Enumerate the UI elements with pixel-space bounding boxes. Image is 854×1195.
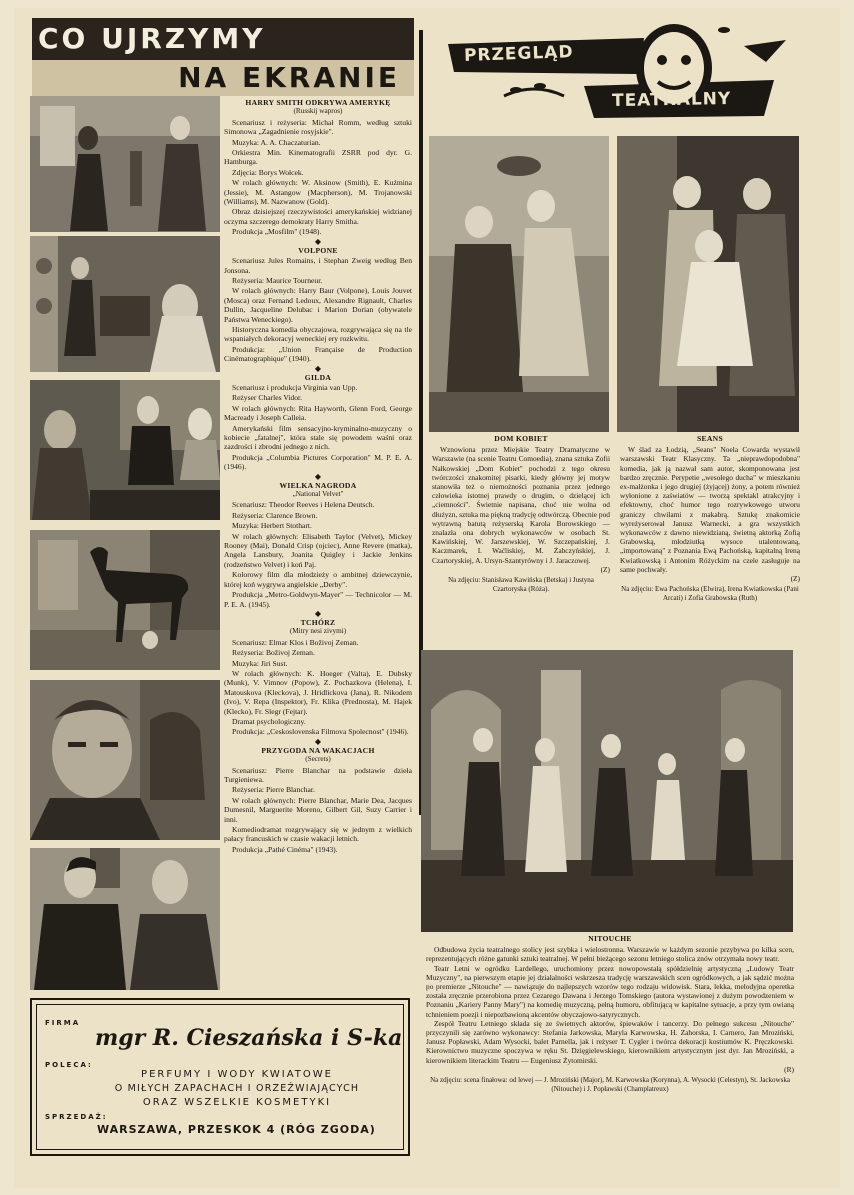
film-still-wielka-nagroda bbox=[30, 530, 220, 670]
film-paragraph: Reżyseria: Maurice Tourneur. bbox=[232, 275, 323, 285]
seans-article bbox=[620, 434, 800, 644]
diamond-separator: ◆ bbox=[314, 608, 322, 618]
film-paragraph: Scenariusz: Elmar Klos i Boživoj Zeman. bbox=[232, 637, 359, 647]
diamond-separator: ◆ bbox=[314, 471, 322, 481]
film-paragraph: W rolach głównych: W. Aksinow (Smith), E. Kuźmina (Jessie), M. Astangow (Macpherson), M. Trojanowski (Williams), M. Nazwanow (Gold). bbox=[224, 178, 412, 207]
film-paragraph: Orkiestra Min. Kinematografii ZSRR pod dyr. G. Hamburga. bbox=[224, 148, 412, 167]
ad-company-name: mgr R. Cieszańska i S-ka bbox=[95, 1025, 403, 1051]
film-paragraph: Dramat psychologiczny. bbox=[232, 716, 306, 726]
film-title: VOLPONE bbox=[298, 245, 338, 255]
film-paragraph: Komediodramat rozgrywający się w jednym z wielkich pałacy francuskich w czasie wakacji letnich. bbox=[224, 825, 412, 844]
film-entry-tchorz bbox=[224, 618, 412, 737]
seans-text: W ślad za Łodzią, „Seans" Noela Cowarda wystawił warszawski Teatr Klasyczny. Ta „nieprawdopodobna" komedia, jak ją nazwał sam autor, skomponowana jest bardzo zręcznie. Perypetie „wesołego ducha" w mieszkaniu ex-małżonka i jego drugiej (żyjącej) żony, a potem również wyłonione z zaświatów — tworzą spektakl atrakcyjny i efektowny, choć humor tego rozrywkowego utworu graniczy chwilami z makabrą. Sztukę znakomicie wyreżyserował Janusz Warnecki, a gra wszystkich wykonawców z dawno niewidzianą, świetną aktorką Zofią Grabowską, młodziutką wysoce utalentowaną, „importowaną" z Poznania Ewą Pachońską, kapitalną Ireną Kwiatkowską i Antonim Różyckim na czele zasługuje na same pochwały. bbox=[620, 445, 800, 574]
ad-address: WARSZAWA, PRZESKOK 4 (RÓG ZGODA) bbox=[97, 1123, 376, 1136]
film-entry-volpone bbox=[224, 246, 412, 364]
film-paragraph: W rolach głównych: K. Hoeger (Valta), E. Dubsky (Munk), V. Vimnov (Popow), Z. Pochazkova (Helena), I. Matouskova (Kleckova), J. Hridlickova (Jana), R. Nikodem (Ivo), V. Repa (Inspektor), Fr. Klika (Prednosta), M. Hajek (Klecko), Fr. Slegr (Fejtar). bbox=[224, 668, 412, 716]
nitouche-sign: (R) bbox=[784, 1064, 794, 1074]
film-title: GILDA bbox=[304, 372, 332, 382]
film-subtitle: „National Velvet" bbox=[292, 490, 344, 499]
film-still-tchorz bbox=[30, 680, 220, 840]
film-paragraph: Reżyser Charles Vidor. bbox=[232, 393, 303, 403]
dom-kobiet-photo-note: Na zdjęciu: Stanisława Kawińska (Betska) i Justyna Czartoryska (Róża). bbox=[448, 576, 594, 593]
film-paragraph: Scenariusz i produkcja Virginia van Upp. bbox=[232, 382, 358, 392]
ad-line-1: PERFUMY I WODY KWIATOWE bbox=[141, 1069, 333, 1080]
photo-seans bbox=[617, 136, 799, 432]
film-paragraph: Scenariusz Jules Romains, i Stephan Zweig według Ben Jonsona. bbox=[224, 256, 412, 275]
seans-caption: SEANS bbox=[697, 434, 723, 443]
film-paragraph: Muzyka: A. A. Chaczaturian. bbox=[232, 137, 321, 147]
film-still-harry-smith bbox=[30, 96, 220, 232]
nitouche-paragraph: Teatr Letni w ogródku Lardellego, uruchomiony przez nowopowstałą spółdzielnię artystyczną „Ludowy Teatr Muzyczny", na pierwszym etapie jej działalności wskrzesza tradycję warszawskich scen ogródkowych, a jak sądzić można po premierze „Nitouche" — nawiązuje do najlepszych wzorów tego rodzaju widowisk. Stara, lekka, melodyjna operetka została zręcznie przerobiona przez Cezarego Dawana i Jerzego Tomskiego (autora wystawionej z dużym powodzeniem w Poznaniu „Kariery Panny Mary") na komedię muzyczną, pełną humoru, obfitującą w kapitalne sytuacje, a przy tym owianą tchnieniem poezji i niepozbawioną akcentów obyczajowo-satyrycznych. bbox=[426, 963, 794, 1019]
nitouche-article bbox=[426, 934, 794, 1170]
film-still-volpone bbox=[30, 236, 220, 372]
left-header bbox=[32, 18, 414, 96]
diamond-separator: ◆ bbox=[314, 236, 322, 246]
film-paragraph: Historyczna komedia obyczajowa, rozgrywająca się na tle wspaniałych dekoracyj weneckiej ery rozkwitu. bbox=[224, 324, 412, 344]
film-paragraph: Muzyka: Jiri Sust. bbox=[232, 658, 288, 668]
film-paragraph: Produkcja: „Ceskoslovenska Filmova Spolecnost" (1946). bbox=[232, 727, 409, 737]
film-still-gilda bbox=[30, 380, 220, 520]
film-paragraph: Scenariusz: Pierre Blanchar na podstawie dzieła Turgieniewa. bbox=[224, 765, 412, 784]
diamond-separator: ◆ bbox=[314, 363, 322, 373]
magazine-page bbox=[14, 8, 840, 1188]
film-paragraph: Produkcja „Mosfilm" (1948). bbox=[232, 227, 322, 237]
banner-word-teatralny: TEATRALNY bbox=[611, 88, 732, 112]
film-entry-wielka-nagroda bbox=[224, 481, 412, 609]
ad-label-sales: SPRZEDAŻ: bbox=[45, 1113, 108, 1121]
film-paragraph: Produkcja „Pathé Cinéma" (1943). bbox=[232, 844, 338, 854]
film-listings bbox=[224, 98, 412, 993]
header-line-1: CO UJRZYMY bbox=[38, 22, 266, 55]
header-line-2: NA EKRANIE bbox=[32, 60, 414, 96]
nitouche-paragraph: Zespół Teatru Letniego składa się ze świetnych aktorów, śpiewaków i tancerzy. Do pełnego sukcesu „Nitouche" przyczynili się zarówno wykonawcy: Stefania Jarkowska, Maryla Karwowska, H. Zahorska, I. Carnero, Jan Mroziński, Janusz Popławski, Adam Wysocki, balet Parnella, jak i reżyser T. Cygler i twórca dekoracji kostiumów K. Pręczkowski. Kierownictwo muzyczne spoczywa w ręku St. Dzięgielewskiego, kierownikiem artystycznym jest dyr. Jan Mroziński, a kierownikiem literackim Teatru — Eugeniusz Żytomirski. bbox=[426, 1018, 794, 1065]
theatre-banner bbox=[444, 16, 789, 126]
film-paragraph: Amerykański film sensacyjno-kryminalno-muzyczny o kobiecie „fatalnej", która stale się powodem waśni oraz zazdrości i zbrodni jednego z nich. bbox=[224, 423, 412, 452]
ad-line-2: O MIŁYCH ZAPACHACH I ORZEŹWIAJĄCYCH bbox=[114, 1083, 360, 1094]
perfume-advertisement bbox=[30, 998, 410, 1156]
ad-frame bbox=[36, 1004, 404, 1150]
dom-kobiet-caption: DOM KOBIET bbox=[494, 434, 548, 443]
film-entry-harry-smith bbox=[224, 98, 412, 237]
film-paragraph: Produkcja „Columbia Pictures Corporation" M. P. E. A. (1946). bbox=[224, 452, 412, 472]
nitouche-paragraph: Odbudowa życia teatralnego stolicy jest szybka i wielostronna. Warszawie w każdym sezonie przybywa po kilka scen, reprezentujących różne gatunki sztuki teatralnej. W pełni bieżącego sezonu letniego stolica znów otrzymała nowy teatr. bbox=[426, 945, 794, 964]
film-paragraph: Kolorowy film dla młodzieży o ambitnej dziewczynie, której koń wygrywa angielskie „Derby". bbox=[224, 570, 412, 589]
seans-sign: (Z) bbox=[790, 574, 800, 584]
film-title: TCHÓRZ bbox=[300, 617, 336, 627]
seans-photo-note: Na zdjęciu: Ewa Pachońska (Elwira), Irena Kwiatkowska (Pani Arcati) i Zofia Grabowska (Ruth) bbox=[621, 585, 799, 602]
film-paragraph: W rolach głównych: Elisabeth Taylor (Velvet), Mickey Rooney (Mai), Donald Crisp (ojciec), Anne Revere (matka), Angela Lansbury, Joanita Quigley i Jackie Jenkins (rodzeństwo Velvet) i koń Paj. bbox=[224, 531, 412, 569]
film-paragraph: Reżyseria: Boživoj Zeman. bbox=[232, 648, 315, 658]
film-subtitle: (Secrets) bbox=[305, 755, 331, 764]
film-paragraph: W rolach głównych: Rita Hayworth, Glenn Ford, George Macready i Joseph Calleia. bbox=[224, 403, 412, 423]
film-paragraph: Obraz dzisiejszej rzeczywistości amerykańskiej widzianej oczyma szczerego demokraty Harry Smitha. bbox=[224, 207, 412, 226]
film-paragraph: Zdjęcia: Borys Wołcek. bbox=[232, 167, 304, 177]
dom-kobiet-text: Wznowiona przez Miejskie Teatry Dramatyczne w Warszawie (na scenie Teatru Comoedia), znana sztuka Zofii Nałkowskiej „Dom Kobiet" pochodzi z tego okresu twórczości znakomitej pisarki, kiedy główny jej motyw stanowiła też o niemożności poznania przez jednego człowieka istotnej prawdy o drugim, o dzielącej ich „ciemności". Świetnie napisana, choć nie wolna od dłużyzn, sztuka ma piękną tradycję odtwórczą. Obecnie pod wytrawną batutą reżyserską Karola Borowskiego — znalazła ona dobrych wykonawców w osobach St. Kawińskiej, W. Jarszewskiej, W. Szczepańskiej, J. Kaczmarek, I. Waćliskiej, M. Żabczyńskiej, J. Czartoryskiej, A. Ursyn-Szantyrówny i J. Jaraczowej. bbox=[432, 445, 610, 565]
film-paragraph: Produkcja: „Union Française de Production Cinématographique" (1940). bbox=[224, 344, 412, 364]
photo-nitouche bbox=[421, 650, 793, 932]
diamond-separator: ◆ bbox=[314, 736, 322, 746]
film-paragraph: Muzyka: Herbert Stothart. bbox=[232, 521, 312, 531]
banner-word-przeglad: PRZEGLĄD bbox=[463, 42, 574, 66]
film-title: PRZYGODA NA WAKACJACH bbox=[261, 745, 375, 755]
film-paragraph: W rolach głównych: Pierre Blanchar, Marie Dea, Jacques Dumesnil, Marguerite Moreno, Gilbert Gil, Suzy Carrier i inni. bbox=[224, 795, 412, 824]
film-title: WIELKA NAGRODA bbox=[279, 480, 357, 490]
dom-kobiet-sign: (Z) bbox=[600, 564, 610, 574]
film-subtitle: (Russkij wapros) bbox=[293, 107, 343, 116]
film-paragraph: Reżyseria: Clarence Brown. bbox=[232, 510, 318, 520]
ad-label-firm: FIRMA bbox=[45, 1019, 81, 1027]
nitouche-caption: NITOUCHE bbox=[588, 934, 632, 943]
dom-kobiet-article bbox=[432, 434, 610, 644]
photo-dom-kobiet bbox=[429, 136, 609, 432]
film-title: HARRY SMITH ODKRYWA AMERYKĘ bbox=[245, 98, 391, 107]
film-paragraph: Produkcja „Metro-Goldwyn-Mayer" — Technicolor — M. P. E. A. (1945). bbox=[224, 590, 412, 609]
film-subtitle: (Mitry nesi zivymi) bbox=[289, 627, 347, 636]
film-paragraph: Scenariusz i reżyseria: Michał Romm, według sztuki Simonowa „Zagadnienie rosyjskie". bbox=[224, 117, 412, 137]
ad-line-3: ORAZ WSZELKIE KOSMETYKI bbox=[142, 1097, 332, 1108]
film-entry-gilda bbox=[224, 373, 412, 472]
film-paragraph: Scenariusz: Theodor Reeves i Helena Deutsch. bbox=[232, 500, 375, 510]
film-still-przygoda bbox=[30, 848, 220, 990]
film-entry-przygoda bbox=[224, 746, 412, 854]
film-paragraph: Reżyseria: Pierre Blanchar. bbox=[232, 785, 315, 795]
nitouche-photo-note: Na zdjęciu: scena finałowa: od lewej — J. Mroziński (Major), M. Karwowska (Korynna), A. Wysocki (Celestyn), St. Jackowska (Nitouche) i J. Popławski (Champlatreux) bbox=[430, 1076, 790, 1093]
ad-label-recommends: POLECA: bbox=[45, 1061, 93, 1069]
film-paragraph: W rolach głównych: Harry Baur (Volpone), Louis Jouvet (Mosca) oraz Fernand Ledoux, Alexandre Rignault, Charles Dullin, Jacqueline Delubac i Marion Dorian (obywatele Państwa Weneckiego). bbox=[224, 286, 412, 324]
